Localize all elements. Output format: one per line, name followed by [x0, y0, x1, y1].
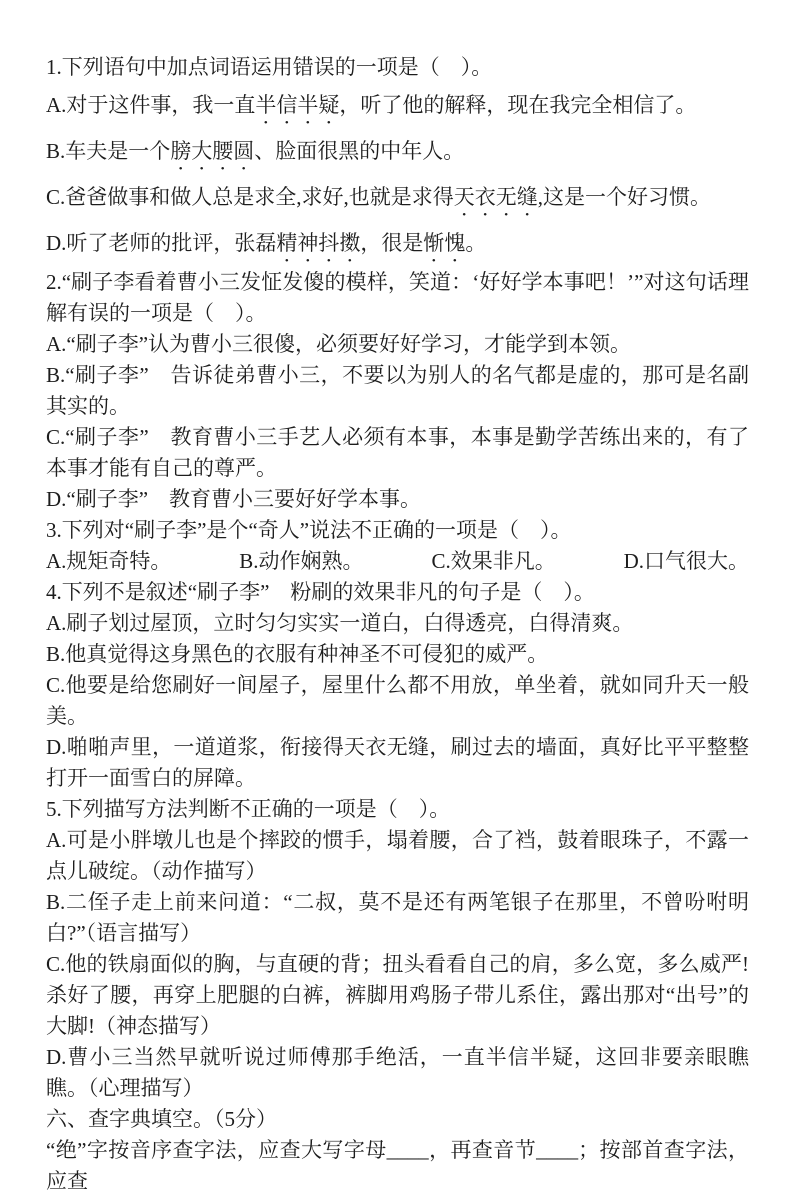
question-option — [46, 136, 749, 175]
dictionary-fill-line — [46, 1135, 749, 1197]
section-six-title: 六、查字典填空。（5分） — [46, 1107, 277, 1131]
question-option — [46, 90, 749, 129]
question-option — [46, 422, 749, 484]
question-option — [431, 546, 555, 577]
text-run: D.啪啪声里，一道道浆，衔接得天衣无缝，刷过去的墙面，真好比平平整整打开一面雪白的屏障。 — [46, 735, 749, 790]
text-run: 、脸面很黑的中年人。 — [254, 139, 465, 163]
question-stem — [46, 577, 749, 608]
emphasized-word: 膀大腰圆 — [170, 139, 255, 163]
question-options-row — [46, 546, 749, 577]
question-option — [46, 949, 749, 1042]
emphasized-word: 半信半疑 — [255, 93, 340, 117]
text-run: A.对于这件事，我一直 — [46, 93, 256, 117]
text-run: C.他的铁扇面似的胸，与直硬的背；扭头看看自己的肩，多么宽，多么威严!杀好了腰，再穿上肥腿的白裤，裤脚用鸡肠子带儿系住，露出那对“出号”的大脚!（神态描写） — [46, 952, 749, 1038]
emphasized-word: 精神抖擞 — [276, 231, 361, 255]
text-run: B.二侄子走上前来问道：“二叔，莫不是还有两笔银子在那里，不曾吩咐明白?”（语言描写） — [46, 890, 749, 945]
text-run: D.听了老师的批评，张磊 — [46, 231, 277, 255]
text-run: 1.下列语句中加点词语运用错误的一项是（ ）。 — [46, 55, 493, 79]
question-option — [46, 608, 749, 639]
question-stem — [46, 267, 749, 329]
text-run: A.“刷子李”认为曹小三很傻，必须要好好学习，才能学到本领。 — [46, 332, 632, 356]
question-option — [46, 546, 171, 577]
question-option — [46, 228, 749, 267]
question-block — [46, 267, 749, 515]
question-block — [46, 52, 749, 267]
text-run: 。 — [465, 231, 487, 255]
question-option — [46, 182, 749, 221]
text-run: “绝”字按音序查字法，应查大写字母 — [46, 1138, 387, 1162]
text-run: ,这是一个好习惯。 — [537, 185, 712, 209]
text-run: D.“刷子李” 教育曹小三要好好学本事。 — [46, 487, 422, 511]
text-run: B.他真觉得这身黑色的衣服有种神圣不可侵犯的威严。 — [46, 642, 549, 666]
text-run: C.爸爸做事和做人总是求全,求好,也就是求得 — [46, 185, 454, 209]
fill-blank: ____ — [386, 1138, 429, 1162]
emphasized-word: 天衣无缝 — [453, 185, 538, 209]
question-option — [46, 825, 749, 887]
question-option — [46, 484, 749, 515]
text-run: ，再查音节 — [428, 1138, 537, 1162]
question-option — [46, 1042, 749, 1104]
text-run: ，听了他的解释，现在我完全相信了。 — [339, 93, 697, 117]
text-run: C.“刷子李” 教育曹小三手艺人必须有本事，本事是勤学苦练出来的，有了本事才能有自己的尊严。 — [46, 425, 749, 480]
text-run: 5.下列描写方法判断不正确的一项是（ ）。 — [46, 797, 451, 821]
question-option — [46, 887, 749, 949]
text-run: B.动作娴熟。 — [239, 549, 364, 573]
text-run: A.可是小胖墩儿也是个摔跤的惯手，塌着腰，合了裆，鼓着眼珠子，不露一点儿破绽。（动作描写） — [46, 828, 749, 883]
question-block — [46, 577, 749, 794]
question-option — [46, 360, 749, 422]
question-stem — [46, 52, 749, 83]
text-run: 4.下列不是叙述“刷子李” 粉刷的效果非凡的句子是（ ）。 — [46, 580, 595, 604]
question-option — [46, 670, 749, 732]
question-stem — [46, 794, 749, 825]
text-run: A.规矩奇特。 — [46, 549, 172, 573]
question-option — [239, 546, 363, 577]
question-option — [624, 546, 749, 577]
question-stem — [46, 515, 749, 546]
text-run: B.车夫是一个 — [46, 139, 171, 163]
text-run: D.口气很大。 — [623, 549, 749, 573]
text-run: 3.下列对“刷子李”是个“奇人”说法不正确的一项是（ ）。 — [46, 518, 572, 542]
question-block — [46, 794, 749, 1104]
question-block — [46, 515, 749, 577]
text-run: A.刷子划过屋顶，立时匀匀实实一道白，白得透亮，白得清爽。 — [46, 611, 634, 635]
emphasized-word: 惭愧 — [423, 231, 466, 255]
text-run: ；按部首查字法，应查 — [46, 1138, 750, 1193]
question-option — [46, 639, 749, 670]
text-run: B.“刷子李” 告诉徒弟曹小三，不要以为别人的名气都是虚的，那可是名副其实的。 — [46, 363, 749, 418]
question-list — [46, 52, 749, 1104]
text-run: D.曹小三当然早就听说过师傅那手绝活，一直半信半疑，这回非要亲眼瞧瞧。（心理描写） — [46, 1045, 749, 1100]
text-run: C.他要是给您刷好一间屋子，屋里什么都不用放，单坐着，就如同升天一般美。 — [46, 673, 749, 728]
fill-blank: ____ — [536, 1138, 579, 1162]
question-option — [46, 329, 749, 360]
text-run: 2.“刷子李看着曹小三发怔发傻的模样，笑道：‘好好学本事吧！’”对这句话理解有误的一项是（ ）。 — [46, 270, 749, 325]
text-run: ，很是 — [360, 231, 424, 255]
question-option — [46, 732, 749, 794]
text-run: C.效果非凡。 — [431, 549, 556, 573]
